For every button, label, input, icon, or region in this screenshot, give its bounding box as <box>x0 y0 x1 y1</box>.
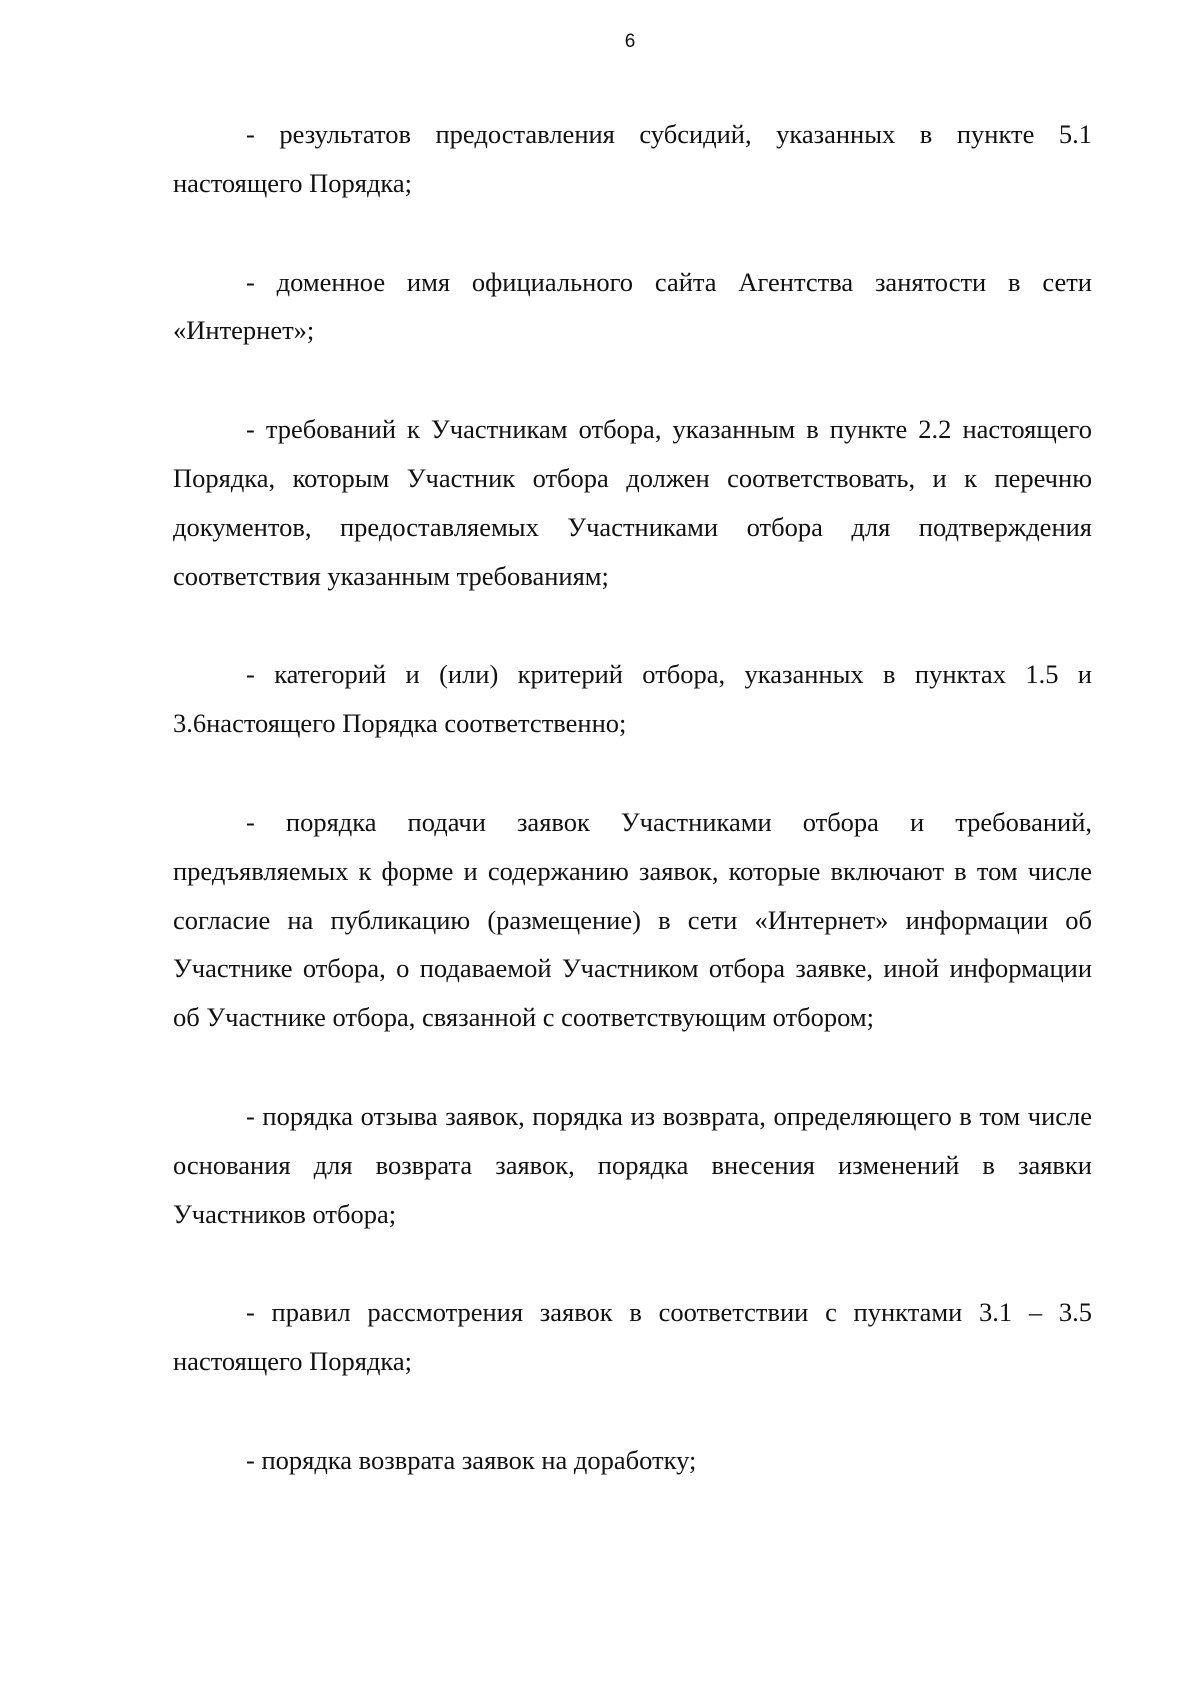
paragraph-participant-requirements: - требований к Участникам отбора, указанным в пункте 2.2 настоящего Порядка, которым Участник отбора должен соответствовать, и к перечню документов, предоставляемых Участниками отбора для подтверждения соответствия указанным требованиям; <box>173 414 1092 591</box>
paragraph-review-rules: - правил рассмотрения заявок в соответствии с пунктами 3.1 – 3.5 настоящего Порядка; <box>173 1297 1092 1377</box>
paragraph-return-for-revision: - порядка возврата заявок на доработку; <box>246 1444 697 1475</box>
paragraph-application-submission: - порядка подачи заявок Участниками отбора и требований, предъявляемых к форме и содержанию заявок, которые включают в том числе согласие на публикацию (размещение) в сети «Интернет» информации об Участнике отбора, о подаваемой Участником отбора заявке, иной информации об Участнике отбора, связанной с соответствующим отбором; <box>173 806 1092 1033</box>
paragraph-domain-name: - доменное имя официального сайта Агентства занятости в сети «Интернет»; <box>173 266 1092 346</box>
paragraph-categories-criteria: - категорий и (или) критерий отбора, указанных в пунктах 1.5 и 3.6настоящего Порядка соответственно; <box>173 659 1092 739</box>
paragraph-application-withdrawal: - порядка отзыва заявок, порядка из возврата, определяющего в том числе основания для возврата заявок, порядка внесения изменений в заявки Участников отбора; <box>173 1100 1092 1229</box>
paragraph-results: - результатов предоставления субсидий, указанных в пункте 5.1 настоящего Порядка; <box>173 119 1092 198</box>
document-body <box>173 110 1092 1535</box>
page-number: 6 <box>624 31 636 52</box>
